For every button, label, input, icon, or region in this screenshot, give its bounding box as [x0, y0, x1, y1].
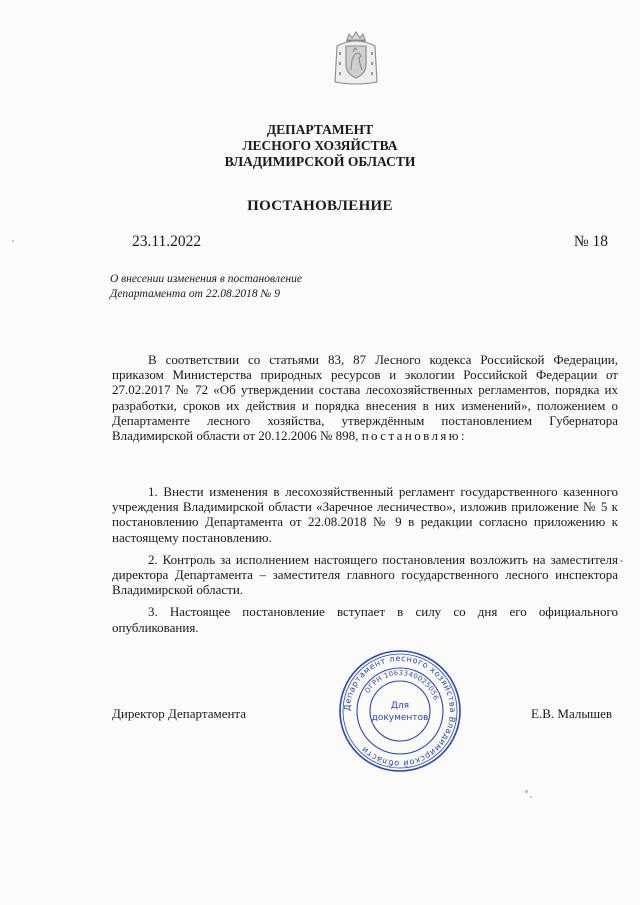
preamble-text: В соответствии со статьями 83, 87 Лесного кодекса Российской Федерации, приказом Министерства природных ресурсов и экологии Российской Федерации от 27.02.2017 № 72 «Об утверждении состава лесохозяйственных регламентов, порядка их разработки, сроков их действия и порядка внесения в них изменений», положением о Департаменте лесного хозяйства, утверждённым постановлением Губернатора Владимирской области от 20.12.2006 № 898,: [112, 352, 618, 444]
document-number: № 18: [573, 233, 608, 250]
subject-line-1: О внесении изменения в постановление: [110, 273, 302, 285]
official-stamp: [337, 648, 463, 774]
resolve-word: постановляю:: [361, 428, 467, 444]
header-line-1: ДЕПАРТАМЕНТ: [266, 122, 374, 137]
scan-speck: [530, 796, 532, 798]
scan-speck: [525, 790, 528, 793]
header-line-3: ВЛАДИМИРСКОЙ ОБЛАСТИ: [224, 154, 416, 169]
department-header: [0, 122, 640, 170]
svg-text:ОГРН 1063340025056: ОГРН 1063340025056: [363, 668, 441, 702]
preamble-paragraph: [112, 352, 618, 449]
svg-text:Для: Для: [390, 701, 410, 711]
svg-text:документов: документов: [371, 713, 429, 723]
resolution-item-2: 2. Контроль за исполнением настоящего постановления возложить на заместителя директора Департамента – заместителя главного государственного лесного инспектора Владимирской области.: [112, 551, 618, 598]
resolution-item-3: 3. Настоящее постановление вступает в силу со дня его официального опубликования.: [112, 604, 618, 635]
signature-name: Е.В. Малышев: [531, 706, 612, 721]
document-subject: [110, 272, 390, 302]
svg-text:Департамент лесного хозяйства: Департамент лесного хозяйства Владимирской области: [341, 652, 459, 770]
header-line-2: ЛЕСНОГО ХОЗЯЙСТВА: [242, 138, 398, 153]
document-type-title: ПОСТАНОВЛЕНИЕ: [247, 198, 393, 214]
subject-line-2: Департамента от 22.08.2018 № 9: [110, 288, 280, 300]
signature-position: Директор Департамента: [112, 706, 247, 721]
resolution-item-1: 1. Внести изменения в лесохозяйственный регламент государственного казенного учреждения Владимирской области «Заречное лесничество», изложив приложение № 5 к постановлению Департамента от 22.08.2018 № 9 в редакции согласно приложению к настоящему постановлению.: [112, 484, 618, 545]
scan-speck: [620, 560, 623, 562]
resolution-items: [112, 484, 618, 641]
document-date: 23.11.2022: [132, 233, 202, 250]
coat-of-arms-icon: [333, 30, 379, 86]
scan-speck: [12, 240, 14, 242]
